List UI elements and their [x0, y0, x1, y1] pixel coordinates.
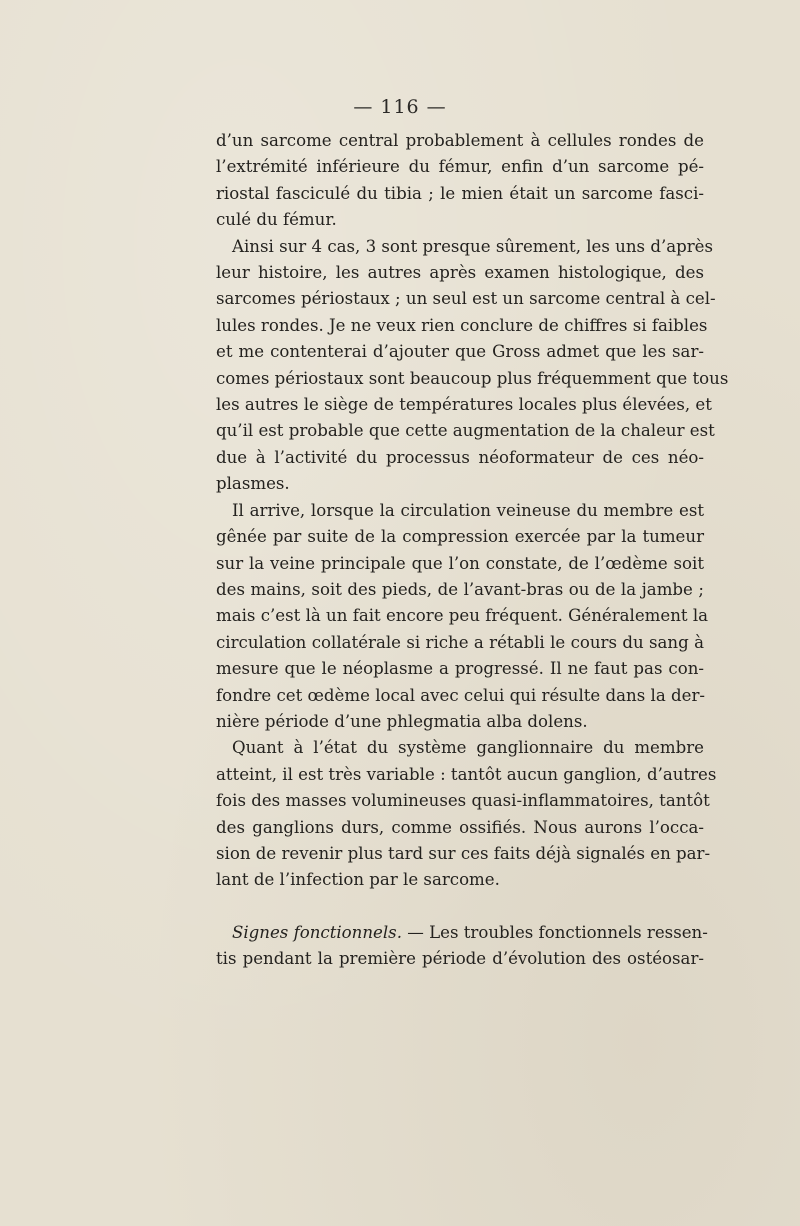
text-line: riostal fasciculé du tibia ; le mien était un sarcome fasci- — [216, 183, 704, 203]
text-line — [216, 920, 708, 946]
text-line: d’un sarcome central probablement à cellules rondes de — [216, 131, 704, 150]
text-line: culé du fémur. — [216, 210, 337, 230]
text-line: gênée par suite de la compression exercée par la tumeur — [216, 527, 704, 547]
text-line: nière période d’une phlegmatia alba dolens. — [216, 711, 588, 731]
paragraph-spacer — [216, 894, 704, 920]
text-line: circulation collatérale si riche a rétabli le cours du sang à — [216, 632, 704, 652]
paragraph-1 — [216, 128, 704, 234]
text-line: comes périostaux sont beaucoup plus fréquemment que tous — [216, 368, 729, 388]
text-line: mesure que le néoplasme a progressé. Il ne faut pas con- — [216, 659, 704, 679]
text-line: fondre cet œdème local avec celui qui résulte dans la der- — [216, 685, 705, 705]
text-line: lant de l’infection par le sarcome. — [216, 870, 500, 890]
text-line: Quant à l’état du système ganglionnaire du membre — [232, 738, 704, 758]
text-line: sur la veine principale que l’on constate, de l’œdème soit — [216, 553, 704, 573]
paragraph-5 — [216, 920, 708, 973]
text-line: lules rondes. Je ne veux rien conclure de chiffres si faibles — [216, 315, 708, 335]
text-line: fois des masses volumineuses quasi-inflammatoires, tantôt — [216, 791, 710, 811]
text-line: due à l’activité du processus néoformateur de ces néo- — [216, 447, 704, 467]
heading-continuation: — Les troubles fonctionnels ressen- — [401, 922, 708, 942]
text-line: l’extrémité inférieure du fémur, enfin d’un sarcome pé- — [216, 157, 704, 177]
text-line: mais c’est là un fait encore peu fréquent. Généralement la — [216, 606, 709, 626]
section-heading: Signes fonctionnels. — [232, 922, 402, 942]
text-line: les autres le siège de températures locales plus élevées, et — [216, 395, 712, 415]
text-line: tis pendant la première période d’évolution des ostéosar- — [216, 949, 704, 969]
paragraph-3 — [216, 498, 709, 736]
text-line: des mains, soit des pieds, de l’avant-bras ou de la jambe ; — [216, 579, 704, 599]
text-line: Ainsi sur 4 cas, 3 sont presque sûrement, les uns d’après — [232, 236, 714, 256]
text-line: Il arrive, lorsque la circulation veineuse du membre est — [232, 500, 704, 520]
page-number: — 116 — — [353, 96, 447, 118]
text-line: des ganglions durs, comme ossifiés. Nous aurons l’occa- — [216, 817, 704, 837]
text-line: sarcomes périostaux ; un seul est un sarcome central à cel- — [216, 289, 716, 309]
text-line: qu’il est probable que cette augmentation de la chaleur est — [216, 421, 715, 441]
text-line: plasmes. — [216, 474, 290, 494]
body-text — [216, 128, 729, 973]
text-line: et me contenterai d’ajouter que Gross admet que les sar- — [216, 342, 704, 362]
paragraph-4 — [216, 735, 717, 893]
text-line: leur histoire, les autres après examen histologique, des — [216, 263, 704, 283]
text-line: sion de revenir plus tard sur ces faits déjà signalés en par- — [216, 843, 711, 863]
paragraph-2 — [216, 234, 729, 498]
text-line: atteint, il est très variable : tantôt aucun ganglion, d’autres — [216, 764, 717, 784]
